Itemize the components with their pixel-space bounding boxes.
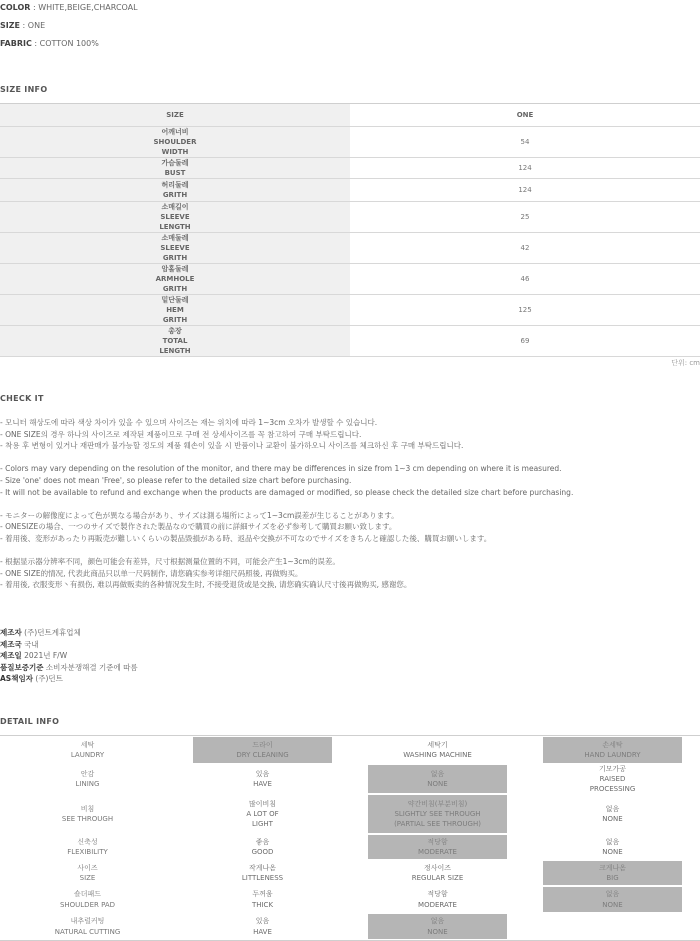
size-row-label-en1: BUST bbox=[164, 169, 186, 177]
detail-text bbox=[252, 837, 274, 858]
detail-text bbox=[602, 889, 622, 910]
note-ja-3: - 着用後、変形があったり再販売が難しいくらいの製品毀損がある時、返品や交換が不可なのでサイズをきちんと確認した後、購買お願いします。 bbox=[0, 533, 492, 543]
size-table-header bbox=[0, 104, 700, 127]
detail-row bbox=[0, 886, 700, 913]
detail-text-ko: 세탁 bbox=[80, 740, 95, 749]
detail-option bbox=[350, 886, 525, 913]
detail-text bbox=[394, 799, 481, 830]
mfg-date: 제조일 2021년 F/W bbox=[0, 651, 68, 660]
size-row bbox=[0, 233, 700, 264]
size-row-label-en2: LENGTH bbox=[159, 347, 191, 355]
detail-text-ko: 없음 bbox=[605, 890, 620, 899]
size-row-label bbox=[0, 233, 350, 264]
size-row-label-en2: WIDTH bbox=[161, 148, 189, 156]
mfg-warranty: 품질보증기준 소비자분쟁해결 기준에 따름 bbox=[0, 662, 138, 672]
detail-text-en: LAUNDRY bbox=[70, 751, 105, 759]
detail-text-ko: 없음 bbox=[430, 769, 445, 778]
note-ko-2: - ONE SIZE의 경우 하나의 사이즈로 제작된 제품이므로 구매 전 상세사이즈를 꼭 참고하여 구매 부탁드립니다. bbox=[0, 429, 362, 439]
detail-text-en: A LOT OF bbox=[246, 809, 279, 818]
manufacturer-info bbox=[0, 627, 138, 685]
size-row-label bbox=[0, 202, 350, 233]
size-row-label-ko: 가슴둘레 bbox=[161, 159, 189, 167]
note-zh-3: - 着用後, 衣服变形丶有损伤, 难以再做贩卖的各种情况发生时, 不接受退货或是交换, 请您确实确认尺寸後再做购买, 感谢您。 bbox=[0, 580, 412, 590]
size-row-label-ko: 암홀둘레 bbox=[161, 265, 189, 273]
detail-info-title: DETAIL INFO bbox=[0, 717, 60, 726]
size-row-label-en1: GRITH bbox=[162, 191, 188, 199]
detail-text bbox=[602, 804, 622, 825]
detail-text-en: LITTLENESS bbox=[241, 874, 284, 882]
detail-text-ko: 적당함 bbox=[427, 837, 448, 846]
detail-text-ko: 숄더패드 bbox=[73, 890, 102, 899]
size-table bbox=[0, 103, 700, 357]
detail-text bbox=[584, 740, 640, 761]
note-ja-2: - ONESIZEの場合、一つのサイズで製作された製品なので購買の前に詳細サイズを必ず参考して購買お願い致します。 bbox=[0, 522, 397, 532]
size-line bbox=[0, 21, 45, 30]
detail-text-en: SIZE bbox=[79, 874, 96, 882]
size-row-value: 69 bbox=[520, 337, 530, 345]
detail-text-en: SEE THROUGH bbox=[61, 815, 114, 823]
detail-option bbox=[525, 834, 700, 860]
detail-text-ko: 많이비침 bbox=[248, 799, 277, 808]
detail-text bbox=[76, 769, 100, 790]
detail-text-en: NATURAL CUTTING bbox=[54, 927, 121, 936]
detail-text-ko: 정사이즈 bbox=[423, 863, 452, 872]
detail-text-ko: 적당함 bbox=[427, 890, 448, 899]
size-header-value: ONE bbox=[516, 111, 534, 119]
size-row-value: 54 bbox=[520, 138, 530, 146]
size-row bbox=[0, 295, 700, 326]
size-row-label bbox=[0, 158, 350, 179]
detail-text-en: RAISED bbox=[599, 774, 626, 783]
size-row-label-en1: ARMHOLE bbox=[155, 275, 195, 283]
size-row-value: 25 bbox=[520, 213, 530, 221]
detail-text-ko: 드라이 bbox=[252, 740, 273, 749]
detail-text-en: MODERATE bbox=[418, 900, 457, 909]
fabric-line bbox=[0, 39, 99, 48]
detail-label-cell bbox=[0, 764, 175, 794]
detail-text-en: FLEXIBILITY bbox=[67, 848, 108, 856]
detail-text-ko: 신축성 bbox=[77, 837, 98, 846]
size-row-label-en2: GRITH bbox=[162, 285, 188, 293]
detail-row bbox=[0, 764, 700, 794]
detail-text-en: REGULAR SIZE bbox=[411, 874, 464, 882]
detail-text bbox=[246, 799, 278, 830]
detail-option bbox=[175, 886, 350, 913]
size-row-label-en2: LENGTH bbox=[159, 223, 191, 231]
detail-option bbox=[525, 794, 700, 834]
detail-row bbox=[0, 834, 700, 860]
size-row-label bbox=[0, 295, 350, 326]
detail-text bbox=[602, 837, 622, 858]
detail-option bbox=[175, 764, 350, 794]
detail-text-en: (PARTIAL SEE THROUGH) bbox=[394, 820, 481, 829]
detail-text bbox=[77, 863, 97, 884]
size-row-label-en1: SHOULDER bbox=[153, 138, 197, 146]
size-row-label-en1: SLEEVE bbox=[160, 244, 190, 252]
mfg-as-manager: AS책임자 (주)던트 bbox=[0, 674, 63, 683]
detail-option bbox=[175, 860, 350, 886]
detail-text-ko: 좋음 bbox=[255, 837, 270, 846]
detail-option bbox=[175, 913, 350, 940]
size-row-label bbox=[0, 127, 350, 158]
detail-row bbox=[0, 913, 700, 940]
detail-text-ko: 크게나옴 bbox=[598, 863, 627, 872]
detail-row bbox=[0, 736, 700, 764]
size-row-value: 46 bbox=[520, 275, 530, 283]
size-row bbox=[0, 326, 700, 357]
size-row-label-en2: GRITH bbox=[162, 254, 188, 262]
detail-label-cell bbox=[0, 794, 175, 834]
size-row-label-ko: 소매길이 bbox=[161, 203, 189, 211]
detail-option bbox=[350, 736, 525, 764]
detail-text bbox=[418, 889, 457, 910]
detail-text-ko: 내추럴커팅 bbox=[70, 917, 105, 926]
size-value: : ONE bbox=[20, 21, 46, 30]
size-row-label-ko: 밑단둘레 bbox=[161, 296, 189, 304]
detail-option-selected bbox=[350, 764, 525, 794]
detail-text-ko: 없음 bbox=[605, 837, 620, 846]
size-row-value: 42 bbox=[520, 244, 530, 252]
note-zh-2: - ONE SIZE的情况, 代表此商品只以单一尺码制作, 请您确实参考详细尺码照後, 再做购买。 bbox=[0, 568, 303, 578]
note-ja-1: - モニターの解像度によって色が異なる場合があり、サイズは測る場所によって1~3cm誤差が生じることがあります。 bbox=[0, 510, 399, 520]
mfg-country: 제조국 국내 bbox=[0, 639, 39, 649]
detail-text bbox=[427, 916, 447, 937]
detail-label-cell bbox=[0, 736, 175, 764]
size-header-label: SIZE bbox=[0, 104, 350, 127]
detail-text bbox=[403, 740, 472, 761]
detail-text bbox=[67, 837, 108, 858]
detail-text-en: NONE bbox=[602, 900, 623, 909]
detail-text bbox=[418, 837, 457, 858]
note-en-3: - It will not be available to refund and exchange when the products are damaged or modified, so please check the detailed size chart before purchasing. bbox=[0, 487, 574, 497]
detail-text-en: NONE bbox=[427, 927, 448, 936]
detail-option-selected bbox=[350, 834, 525, 860]
size-row-label bbox=[0, 264, 350, 295]
note-en-1: - Colors may vary depending on the resolution of the monitor, and there may be differences in size from 1~3 cm depending on where it is measured. bbox=[0, 464, 562, 474]
detail-option bbox=[525, 764, 700, 794]
size-row bbox=[0, 127, 700, 158]
detail-text bbox=[242, 863, 283, 884]
fabric-label: FABRIC bbox=[0, 39, 32, 48]
detail-text-ko: 손세탁 bbox=[602, 740, 623, 749]
detail-label-cell bbox=[0, 913, 175, 940]
detail-text bbox=[253, 916, 272, 937]
detail-text-ko: 비침 bbox=[80, 804, 95, 813]
detail-option bbox=[175, 794, 350, 834]
note-ko-3: - 착용 후 변형이 있거나 재판매가 불가능할 정도의 제품 훼손이 있을 시 반품이나 교환이 불가하오니 사이즈를 체크하신 후 구매 부탁드립니다. bbox=[0, 441, 464, 451]
size-info-title: SIZE INFO bbox=[0, 85, 48, 94]
detail-text-en: BIG bbox=[606, 874, 619, 882]
detail-text-en: GOOD bbox=[251, 848, 274, 856]
detail-text bbox=[412, 863, 464, 884]
color-label: COLOR bbox=[0, 3, 31, 12]
detail-text-en: SHOULDER PAD bbox=[59, 900, 116, 909]
detail-text-en: MODERATE bbox=[418, 848, 457, 856]
detail-text-en: NONE bbox=[602, 848, 623, 856]
detail-option bbox=[350, 860, 525, 886]
detail-label-cell bbox=[0, 860, 175, 886]
detail-text bbox=[60, 889, 115, 910]
check-it-notes bbox=[0, 417, 700, 591]
detail-text bbox=[253, 769, 272, 790]
size-row-label-en1: SLEEVE bbox=[160, 213, 190, 221]
detail-text-ko: 없음 bbox=[430, 917, 445, 926]
detail-label-cell bbox=[0, 886, 175, 913]
detail-text-en: PROCESSING bbox=[589, 785, 636, 794]
detail-text-en: NONE bbox=[602, 815, 623, 823]
detail-row bbox=[0, 860, 700, 886]
color-line bbox=[0, 3, 138, 12]
size-row-label-ko: 총장 bbox=[168, 327, 182, 335]
detail-option-selected bbox=[175, 736, 350, 764]
detail-text-ko: 약간비침(부분비침) bbox=[407, 799, 468, 808]
detail-text-ko: 있음 bbox=[255, 769, 270, 778]
size-row-label bbox=[0, 326, 350, 357]
size-row-value: 124 bbox=[518, 186, 532, 194]
detail-text-en: THICK bbox=[251, 900, 274, 909]
detail-option-selected bbox=[525, 860, 700, 886]
size-row-label bbox=[0, 179, 350, 202]
detail-option bbox=[525, 913, 700, 940]
check-it-title: CHECK IT bbox=[0, 394, 44, 403]
detail-text-ko: 없음 bbox=[605, 804, 620, 813]
detail-text-en: LINING bbox=[75, 780, 100, 788]
fabric-value: : COTTON 100% bbox=[31, 39, 99, 48]
detail-option bbox=[175, 834, 350, 860]
detail-label-cell bbox=[0, 834, 175, 860]
size-row-value: 125 bbox=[518, 306, 532, 314]
detail-text bbox=[590, 764, 636, 795]
detail-text-en: LIGHT bbox=[252, 820, 273, 829]
detail-text-ko: 세탁기 bbox=[427, 740, 448, 749]
detail-option-selected bbox=[525, 736, 700, 764]
detail-text-en: HAND LAUNDRY bbox=[584, 751, 641, 759]
detail-text-en: SLIGHTLY SEE THROUGH bbox=[394, 809, 481, 818]
size-label: SIZE bbox=[0, 21, 21, 30]
note-en-2: - Size 'one' does not mean 'Free', so please refer to the detailed size chart before purchasing. bbox=[0, 475, 352, 485]
detail-text-en: NONE bbox=[427, 780, 448, 788]
note-zh-1: - 根据显示器分辨率不同，颜色可能会有差异，尺寸根据测量位置的不同，可能会产生1~3cm的误差。 bbox=[0, 557, 340, 567]
detail-text-en: DRY CLEANING bbox=[236, 751, 289, 759]
size-row-label-en2: GRITH bbox=[162, 316, 188, 324]
detail-text bbox=[62, 804, 113, 825]
detail-text-en: HAVE bbox=[253, 927, 272, 936]
size-row-value: 124 bbox=[518, 164, 532, 172]
detail-text bbox=[599, 863, 626, 884]
detail-text bbox=[71, 740, 104, 761]
size-row-label-en1: HEM bbox=[166, 306, 184, 314]
detail-text-ko: 기모가공 bbox=[598, 764, 627, 773]
detail-row bbox=[0, 794, 700, 834]
detail-info-grid bbox=[0, 735, 700, 941]
detail-text-en: WASHING MACHINE bbox=[403, 751, 472, 759]
note-ko-1: - 모니터 해상도에 따라 색상 차이가 있을 수 있으며 사이즈는 재는 위치에 따라 1~3cm 오차가 발생할 수 있습니다. bbox=[0, 418, 378, 427]
detail-text bbox=[55, 916, 121, 937]
detail-text bbox=[252, 889, 273, 910]
size-row-label-ko: 어깨너비 bbox=[161, 128, 189, 136]
detail-text-en: HAVE bbox=[253, 780, 272, 788]
detail-text-ko: 두꺼움 bbox=[252, 890, 273, 899]
size-row-label-ko: 허리둘레 bbox=[161, 181, 189, 189]
size-row bbox=[0, 179, 700, 202]
size-row bbox=[0, 264, 700, 295]
detail-option-selected bbox=[525, 886, 700, 913]
detail-text-ko: 작게나옴 bbox=[248, 863, 277, 872]
size-row bbox=[0, 202, 700, 233]
detail-text-ko: 있음 bbox=[255, 917, 270, 926]
unit-note: 단위: cm bbox=[671, 359, 700, 367]
size-row-label-ko: 소매둘레 bbox=[161, 234, 189, 242]
detail-text bbox=[236, 740, 288, 761]
detail-option-selected bbox=[350, 913, 525, 940]
color-value: : WHITE,BEIGE,CHARCOAL bbox=[30, 3, 138, 12]
mfg-maker: 제조자 (주)던트계휴업체 bbox=[0, 628, 81, 637]
detail-text-ko: 사이즈 bbox=[77, 863, 98, 872]
detail-text bbox=[427, 769, 447, 790]
detail-text-ko: 안감 bbox=[80, 769, 95, 778]
size-row-label-en1: TOTAL bbox=[162, 337, 188, 345]
size-row bbox=[0, 158, 700, 179]
detail-option-selected bbox=[350, 794, 525, 834]
